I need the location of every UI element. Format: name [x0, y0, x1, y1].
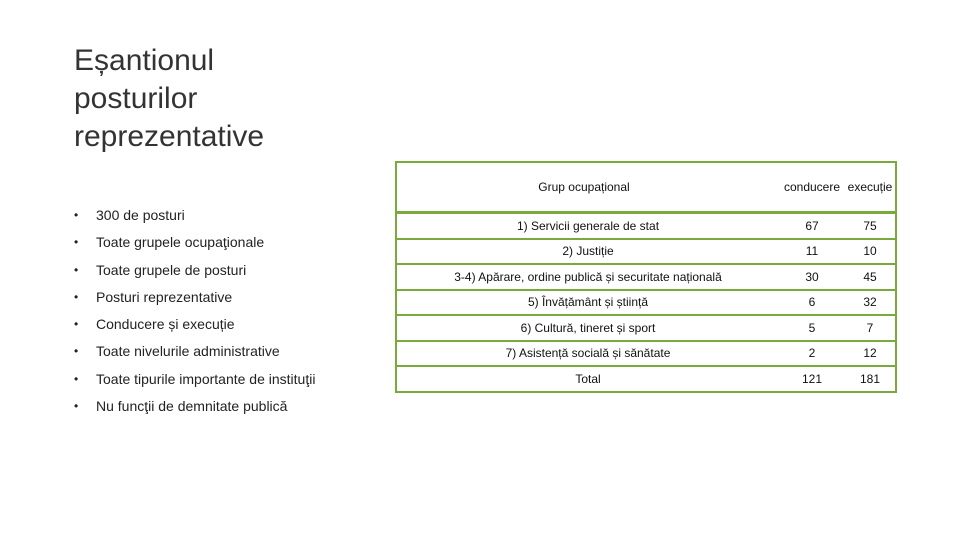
cell-group: 7) Asistență socială și sănătate: [396, 341, 779, 367]
bullet-item: • 300 de posturi: [72, 204, 392, 231]
cell-total-management: 121: [779, 366, 845, 392]
header-execution: execuție: [845, 162, 896, 213]
bullet-item: • Toate nivelurile administrative: [72, 340, 392, 367]
cell-execution: 32: [845, 290, 896, 316]
cell-execution: 7: [845, 315, 896, 341]
bullet-item: • Nu funcţii de demnitate publică: [72, 395, 392, 422]
table-row: [396, 315, 896, 341]
table-total-row: [396, 366, 896, 392]
cell-group: 6) Cultură, tineret și sport: [396, 315, 779, 341]
bullet-item: • Toate tipurile importante de instituţii: [72, 368, 392, 395]
bullet-item: • Toate grupele ocupaţionale: [72, 231, 392, 258]
slide-title: [74, 42, 374, 156]
cell-management: 5: [779, 315, 845, 341]
cell-management: 6: [779, 290, 845, 316]
table-row: [396, 239, 896, 265]
header-group: Grup ocupațional: [396, 162, 779, 213]
title-line: posturilor: [74, 82, 198, 115]
table-row: [396, 264, 896, 290]
cell-management: 30: [779, 264, 845, 290]
cell-group: 3-4) Apărare, ordine publică și securitate națională: [396, 264, 779, 290]
table-row: [396, 213, 896, 239]
table-row: [396, 290, 896, 316]
sample-table: [395, 161, 897, 393]
cell-management: 11: [779, 239, 845, 265]
table-row: [396, 341, 896, 367]
cell-total-execution: 181: [845, 366, 896, 392]
cell-management: 67: [779, 213, 845, 239]
bullet-item: • Posturi reprezentative: [72, 286, 392, 313]
cell-group: 2) Justiție: [396, 239, 779, 265]
cell-execution: 45: [845, 264, 896, 290]
cell-execution: 12: [845, 341, 896, 367]
title-line: reprezentative: [74, 120, 265, 153]
cell-execution: 75: [845, 213, 896, 239]
table-header-row: [396, 162, 896, 213]
cell-total-label: Total: [396, 366, 779, 392]
cell-group: 1) Servicii generale de stat: [396, 213, 779, 239]
header-management: conducere: [779, 162, 845, 213]
cell-execution: 10: [845, 239, 896, 265]
bullet-list: [72, 204, 392, 422]
title-line: Eșantionul: [74, 44, 215, 77]
bullet-item: • Toate grupele de posturi: [72, 259, 392, 286]
cell-management: 2: [779, 341, 845, 367]
bullet-item: • Conducere și execuție: [72, 313, 392, 340]
cell-group: 5) Învățământ și știință: [396, 290, 779, 316]
